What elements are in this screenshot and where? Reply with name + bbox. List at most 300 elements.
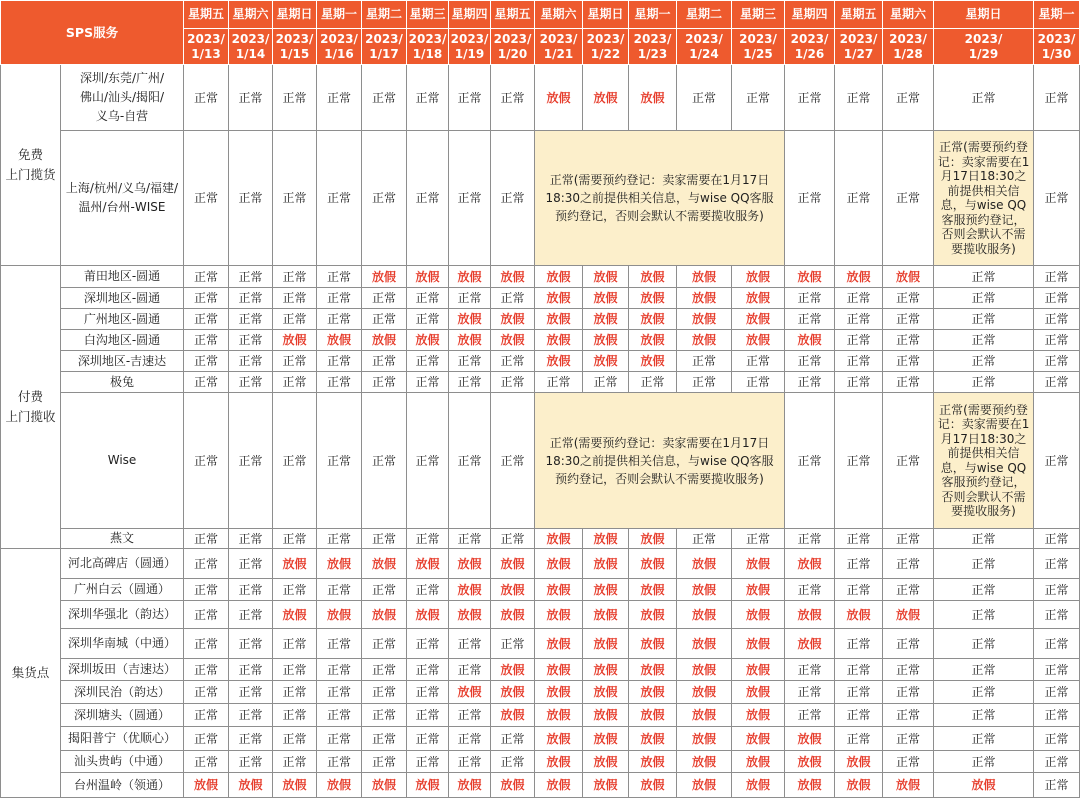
schedule-row [1,579,1080,601]
normal-status-cell: 正常 [317,393,362,529]
holiday-status-cell: 放假 [732,659,785,681]
normal-status-cell: 正常 [184,393,229,529]
weekday-header: 星期四 [449,1,491,29]
normal-status-cell: 正常 [229,601,273,629]
holiday-status-cell: 放假 [785,330,835,351]
schedule-row [1,351,1080,372]
date-header: 2023/ 1/18 [407,29,449,65]
holiday-status-cell: 放假 [629,549,677,579]
holiday-status-cell: 放假 [362,601,407,629]
normal-status-cell: 正常 [1034,629,1080,659]
normal-status-cell: 正常 [883,393,934,529]
service-label: 广州地区-圆通 [61,309,184,330]
normal-status-cell: 正常 [449,351,491,372]
holiday-status-cell: 放假 [407,330,449,351]
normal-status-cell: 正常 [407,372,449,393]
holiday-status-cell: 放假 [583,659,629,681]
holiday-status-cell: 放假 [362,330,407,351]
schedule-row [1,131,1080,266]
holiday-status-cell: 放假 [491,309,535,330]
holiday-status-cell: 放假 [732,579,785,601]
normal-status-cell: 正常 [1034,727,1080,751]
normal-status-cell: 正常 [785,288,835,309]
normal-status-cell: 正常 [491,529,535,549]
section-label: 免费 上门揽货 [1,65,61,266]
holiday-status-cell: 放假 [535,309,583,330]
service-label: 广州白云（圆通） [61,579,184,601]
weekday-header: 星期二 [677,1,732,29]
normal-status-cell: 正常 [184,65,229,131]
normal-status-cell: 正常 [362,579,407,601]
normal-status-cell: 正常 [362,751,407,773]
weekday-header: 星期六 [883,1,934,29]
normal-status-cell: 正常 [835,629,883,659]
schedule-row [1,372,1080,393]
normal-status-cell: 正常 [629,372,677,393]
normal-status-cell: 正常 [1034,351,1080,372]
normal-status-cell: 正常 [407,681,449,704]
normal-status-cell: 正常 [229,751,273,773]
holiday-status-cell: 放假 [583,529,629,549]
holiday-status-cell: 放假 [535,266,583,288]
holiday-status-cell: 放假 [629,65,677,131]
weekday-header: 星期四 [785,1,835,29]
normal-status-cell: 正常 [785,372,835,393]
holiday-status-cell: 放假 [491,773,535,798]
normal-status-cell: 正常 [1034,393,1080,529]
normal-status-cell: 正常 [785,65,835,131]
holiday-status-cell: 放假 [732,629,785,659]
normal-status-cell: 正常 [934,579,1034,601]
holiday-status-cell: 放假 [535,773,583,798]
normal-status-cell: 正常 [835,704,883,727]
holiday-status-cell: 放假 [184,773,229,798]
normal-status-cell: 正常 [407,351,449,372]
normal-status-cell: 正常 [184,372,229,393]
date-header: 2023/ 1/22 [583,29,629,65]
holiday-status-cell: 放假 [449,681,491,704]
normal-status-cell: 正常 [317,372,362,393]
normal-status-cell: 正常 [407,704,449,727]
normal-status-cell: 正常 [229,629,273,659]
normal-status-cell: 正常 [229,266,273,288]
normal-status-cell: 正常 [229,727,273,751]
weekday-header: 星期一 [629,1,677,29]
normal-status-cell: 正常 [1034,131,1080,266]
holiday-status-cell: 放假 [583,681,629,704]
normal-status-cell: 正常 [273,288,317,309]
normal-status-cell: 正常 [491,288,535,309]
normal-status-cell: 正常 [273,65,317,131]
normal-status-cell: 正常 [449,393,491,529]
holiday-status-cell: 放假 [273,549,317,579]
holiday-status-cell: 放假 [317,601,362,629]
normal-status-cell: 正常 [1034,266,1080,288]
normal-status-cell: 正常 [184,629,229,659]
normal-status-cell: 正常 [184,659,229,681]
holiday-status-cell: 放假 [407,601,449,629]
normal-status-cell: 正常 [1034,704,1080,727]
holiday-status-cell: 放假 [362,266,407,288]
normal-status-cell: 正常 [273,351,317,372]
normal-status-cell: 正常 [229,131,273,266]
holiday-status-cell: 放假 [732,309,785,330]
holiday-status-cell: 放假 [785,266,835,288]
schedule-row [1,773,1080,798]
holiday-status-cell: 放假 [449,330,491,351]
holiday-status-cell: 放假 [583,579,629,601]
schedule-row [1,601,1080,629]
holiday-status-cell: 放假 [629,529,677,549]
schedule-row [1,751,1080,773]
date-header: 2023/ 1/25 [732,29,785,65]
section-label: 付费 上门揽收 [1,266,61,549]
holiday-status-cell: 放假 [785,773,835,798]
normal-status-cell: 正常 [835,309,883,330]
holiday-status-cell: 放假 [229,773,273,798]
normal-status-cell: 正常 [273,727,317,751]
normal-status-cell: 正常 [407,727,449,751]
normal-status-cell: 正常 [835,330,883,351]
holiday-status-cell: 放假 [583,266,629,288]
normal-status-cell: 正常 [883,288,934,309]
normal-status-cell: 正常 [229,351,273,372]
schedule-row [1,330,1080,351]
service-label: 上海/杭州/义乌/福建/ 温州/台州-WISE [61,131,184,266]
holiday-status-cell: 放假 [677,549,732,579]
holiday-status-cell: 放假 [273,330,317,351]
normal-status-cell: 正常 [785,309,835,330]
holiday-status-cell: 放假 [583,751,629,773]
date-header: 2023/ 1/20 [491,29,535,65]
normal-status-cell: 正常 [1034,330,1080,351]
date-header: 2023/ 1/14 [229,29,273,65]
holiday-status-cell: 放假 [732,330,785,351]
normal-status-cell: 正常 [317,704,362,727]
normal-status-cell: 正常 [273,372,317,393]
normal-status-cell: 正常 [229,549,273,579]
service-label: 白沟地区-圆通 [61,330,184,351]
normal-status-cell: 正常 [317,629,362,659]
holiday-status-cell: 放假 [732,773,785,798]
normal-status-cell: 正常 [934,681,1034,704]
holiday-status-cell: 放假 [677,330,732,351]
normal-status-cell: 正常 [184,601,229,629]
holiday-status-cell: 放假 [273,601,317,629]
normal-status-cell: 正常 [1034,372,1080,393]
holiday-status-cell: 放假 [785,549,835,579]
normal-status-cell: 正常 [785,131,835,266]
holiday-status-cell: 放假 [449,309,491,330]
normal-status-cell: 正常 [449,131,491,266]
holiday-status-cell: 放假 [629,601,677,629]
holiday-status-cell: 放假 [629,773,677,798]
schedule-row [1,681,1080,704]
holiday-status-cell: 放假 [629,659,677,681]
holiday-status-cell: 放假 [583,629,629,659]
holiday-status-cell: 放假 [785,629,835,659]
normal-status-cell: 正常 [732,65,785,131]
holiday-status-cell: 放假 [835,266,883,288]
holiday-status-cell: 放假 [535,579,583,601]
normal-status-cell: 正常 [229,704,273,727]
holiday-status-cell: 放假 [362,773,407,798]
holiday-status-cell: 放假 [317,549,362,579]
date-header: 2023/ 1/21 [535,29,583,65]
normal-status-cell: 正常 [883,309,934,330]
schedule-row [1,549,1080,579]
holiday-status-cell: 放假 [835,773,883,798]
normal-status-cell: 正常 [934,549,1034,579]
holiday-status-cell: 放假 [629,351,677,372]
normal-status-cell: 正常 [273,704,317,727]
normal-status-cell: 正常 [883,529,934,549]
normal-status-cell: 正常 [407,393,449,529]
normal-status-cell: 正常 [273,751,317,773]
holiday-status-cell: 放假 [535,751,583,773]
normal-status-cell: 正常 [934,751,1034,773]
holiday-status-cell: 放假 [934,773,1034,798]
holiday-status-cell: 放假 [535,681,583,704]
normal-status-cell: 正常 [677,529,732,549]
normal-status-cell: 正常 [449,704,491,727]
normal-status-cell: 正常 [732,529,785,549]
service-label: 深圳塘头（圆通） [61,704,184,727]
normal-status-cell: 正常 [229,393,273,529]
weekday-header: 星期一 [1034,1,1080,29]
normal-status-cell: 正常 [273,309,317,330]
normal-status-cell: 正常 [273,393,317,529]
normal-status-cell: 正常 [184,266,229,288]
service-label: 深圳华强北（韵达） [61,601,184,629]
normal-status-cell: 正常 [317,579,362,601]
weekday-header: 星期五 [184,1,229,29]
normal-status-cell: 正常 [229,330,273,351]
normal-status-cell: 正常 [883,704,934,727]
normal-status-cell: 正常 [184,131,229,266]
normal-status-cell: 正常 [883,351,934,372]
normal-status-cell: 正常 [317,751,362,773]
normal-status-cell: 正常 [1034,773,1080,798]
service-label: 台州温岭（领通） [61,773,184,798]
weekday-header: 星期二 [362,1,407,29]
holiday-status-cell: 放假 [583,65,629,131]
normal-status-cell: 正常 [407,659,449,681]
normal-status-cell: 正常 [491,629,535,659]
normal-status-cell: 正常 [785,393,835,529]
service-label: 深圳华南城（中通） [61,629,184,659]
holiday-status-cell: 放假 [535,601,583,629]
holiday-status-cell: 放假 [491,659,535,681]
normal-status-cell: 正常 [407,65,449,131]
holiday-status-cell: 放假 [677,681,732,704]
normal-status-cell: 正常 [491,131,535,266]
holiday-status-cell: 放假 [732,549,785,579]
date-header: 2023/ 1/15 [273,29,317,65]
holiday-status-cell: 放假 [732,681,785,704]
normal-status-cell: 正常 [229,659,273,681]
normal-status-cell: 正常 [362,288,407,309]
normal-status-cell: 正常 [1034,65,1080,131]
holiday-status-cell: 放假 [629,288,677,309]
normal-status-cell: 正常 [934,704,1034,727]
normal-status-cell: 正常 [835,727,883,751]
holiday-status-cell: 放假 [491,601,535,629]
normal-status-cell: 正常 [362,131,407,266]
holiday-status-cell: 放假 [535,659,583,681]
date-header: 2023/ 1/13 [184,29,229,65]
service-label: 深圳坂田（吉速达） [61,659,184,681]
holiday-status-cell: 放假 [677,773,732,798]
date-header: 2023/ 1/28 [883,29,934,65]
schedule-row [1,529,1080,549]
normal-status-cell: 正常 [317,351,362,372]
holiday-status-cell: 放假 [535,65,583,131]
normal-status-cell: 正常 [835,288,883,309]
holiday-status-cell: 放假 [491,330,535,351]
normal-status-cell: 正常 [184,330,229,351]
date-header: 2023/ 1/27 [835,29,883,65]
normal-status-cell: 正常 [317,65,362,131]
normal-status-cell: 正常 [785,659,835,681]
normal-status-cell: 正常 [317,266,362,288]
holiday-status-cell: 放假 [407,549,449,579]
holiday-status-cell: 放假 [491,549,535,579]
normal-status-cell: 正常 [785,529,835,549]
normal-status-cell: 正常 [407,629,449,659]
weekday-header: 星期五 [491,1,535,29]
date-header: 2023/ 1/23 [629,29,677,65]
normal-status-cell: 正常 [1034,751,1080,773]
holiday-status-cell: 放假 [732,704,785,727]
normal-status-cell: 正常 [273,579,317,601]
holiday-status-cell: 放假 [732,601,785,629]
normal-status-cell: 正常 [407,131,449,266]
date-header: 2023/ 1/19 [449,29,491,65]
normal-status-cell: 正常 [407,579,449,601]
normal-status-cell: 正常 [317,681,362,704]
normal-status-cell: 正常 [184,579,229,601]
normal-status-cell: 正常 [883,579,934,601]
normal-status-cell: 正常 [362,629,407,659]
normal-status-cell: 正常 [317,529,362,549]
normal-status-cell: 正常 [362,372,407,393]
holiday-status-cell: 放假 [629,681,677,704]
holiday-status-cell: 放假 [583,601,629,629]
normal-status-cell: 正常 [934,288,1034,309]
normal-status-cell: 正常 [362,727,407,751]
normal-status-cell: 正常 [449,288,491,309]
normal-status-cell: 正常 [229,579,273,601]
service-label: 河北高碑店（圆通） [61,549,184,579]
booking-note-cell: 正常(需要预约登记：卖家需要在1月17日18:30之前提供相关信息，与wise QQ客服预约登记，否则会默认不需要揽收服务) [535,131,785,266]
normal-status-cell: 正常 [184,727,229,751]
weekday-header: 星期三 [407,1,449,29]
sps-service-title: SPS服务 [1,1,184,65]
date-header: 2023/ 1/29 [934,29,1034,65]
schedule-row [1,629,1080,659]
holiday-status-cell: 放假 [785,751,835,773]
normal-status-cell: 正常 [883,131,934,266]
normal-status-cell: 正常 [1034,549,1080,579]
holiday-status-cell: 放假 [677,629,732,659]
schedule-row [1,704,1080,727]
holiday-status-cell: 放假 [677,727,732,751]
normal-status-cell: 正常 [184,751,229,773]
normal-status-cell: 正常 [934,266,1034,288]
normal-status-cell: 正常 [362,309,407,330]
holiday-status-cell: 放假 [273,773,317,798]
normal-status-cell: 正常 [677,65,732,131]
holiday-status-cell: 放假 [583,351,629,372]
normal-status-cell: 正常 [362,659,407,681]
booking-note-cell: 正常(需要预约登记：卖家需要在1月17日18:30之前提供相关信息，与wise QQ客服预约登记，否则会默认不需要揽收服务) [934,393,1034,529]
service-label: 深圳地区-圆通 [61,288,184,309]
normal-status-cell: 正常 [732,351,785,372]
normal-status-cell: 正常 [273,629,317,659]
service-label: 深圳/东莞/广州/ 佛山/汕头/揭阳/ 义乌-自营 [61,65,184,131]
normal-status-cell: 正常 [449,372,491,393]
normal-status-cell: 正常 [934,659,1034,681]
normal-status-cell: 正常 [229,309,273,330]
date-header: 2023/ 1/26 [785,29,835,65]
normal-status-cell: 正常 [362,704,407,727]
holiday-status-cell: 放假 [677,659,732,681]
normal-status-cell: 正常 [449,751,491,773]
holiday-status-cell: 放假 [535,629,583,659]
normal-status-cell: 正常 [583,372,629,393]
normal-status-cell: 正常 [1034,659,1080,681]
normal-status-cell: 正常 [362,351,407,372]
service-label: 莆田地区-圆通 [61,266,184,288]
holiday-status-cell: 放假 [535,704,583,727]
holiday-status-cell: 放假 [629,704,677,727]
weekday-header: 星期日 [934,1,1034,29]
normal-status-cell: 正常 [449,659,491,681]
normal-status-cell: 正常 [317,288,362,309]
date-header: 2023/ 1/17 [362,29,407,65]
holiday-status-cell: 放假 [535,351,583,372]
holiday-status-cell: 放假 [883,601,934,629]
normal-status-cell: 正常 [535,372,583,393]
normal-status-cell: 正常 [1034,309,1080,330]
normal-status-cell: 正常 [184,529,229,549]
schedule-row [1,288,1080,309]
holiday-status-cell: 放假 [835,601,883,629]
normal-status-cell: 正常 [317,309,362,330]
normal-status-cell: 正常 [449,727,491,751]
table-header [1,1,1080,65]
normal-status-cell: 正常 [934,601,1034,629]
normal-status-cell: 正常 [883,330,934,351]
holiday-status-cell: 放假 [583,288,629,309]
holiday-status-cell: 放假 [883,773,934,798]
normal-status-cell: 正常 [883,65,934,131]
service-label: 汕头贵屿（中通） [61,751,184,773]
normal-status-cell: 正常 [883,659,934,681]
normal-status-cell: 正常 [677,351,732,372]
service-label: 揭阳普宁（优顺心） [61,727,184,751]
normal-status-cell: 正常 [1034,288,1080,309]
normal-status-cell: 正常 [835,549,883,579]
holiday-status-cell: 放假 [535,529,583,549]
normal-status-cell: 正常 [835,372,883,393]
weekday-header: 星期六 [535,1,583,29]
weekday-header: 星期五 [835,1,883,29]
schedule-row [1,659,1080,681]
holiday-status-cell: 放假 [583,773,629,798]
holiday-status-cell: 放假 [362,549,407,579]
